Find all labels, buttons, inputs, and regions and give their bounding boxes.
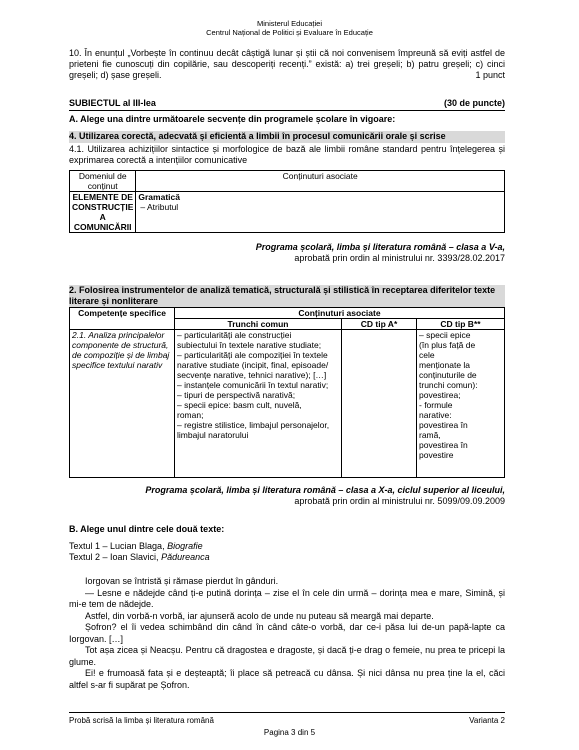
header-center: Centrul Național de Politici și Evaluare în Educație <box>206 28 373 37</box>
trunchi-line: – particularități ale construcției <box>177 330 292 340</box>
cdb-line: cele <box>419 350 435 360</box>
text1-title: Biografie <box>167 541 203 551</box>
cdb-line: povestirea în <box>419 420 468 430</box>
table1-content <box>136 192 505 233</box>
footer-right: Varianta 2 <box>469 716 505 725</box>
cdb-line: povestire <box>419 450 454 460</box>
source1-order: aprobată prin ordin al ministrului nr. 3393/28.02.2017 <box>294 253 505 263</box>
section-b-heading: B. Alege unul dintre cele două texte: <box>69 524 225 534</box>
trunchi-line: – tipuri de perspectivă narativă; <box>177 390 296 400</box>
table1-header-domain: Domeniul de conținut <box>70 171 136 192</box>
item-10-points: 1 punct <box>475 70 505 80</box>
table1-content-item: – Atributul <box>140 202 179 212</box>
trunchi-line: narative studiate (incipit, final, episoade/ <box>177 360 329 370</box>
excerpt-paragraph: Tot așa zicea și Neacșu. Pentru că dragostea e dragoste, și dacă ți-e drag o femeie, nu prea te pricepi la glume. <box>69 645 505 667</box>
table2-cdb <box>417 330 505 478</box>
footer-rule <box>69 712 505 713</box>
source2-title: Programa școlară, limba și literatura română – clasa a X-a, ciclul superior al liceului, <box>145 485 505 495</box>
excerpt <box>69 576 505 691</box>
table2-trunchi <box>175 330 342 478</box>
table2-header-cdb: CD tip B** <box>417 319 505 330</box>
table1-domain: ELEMENTE DE CONSTRUCȚIE A COMUNICĂRII <box>70 192 136 233</box>
subject-rule <box>69 110 505 111</box>
trunchi-line: secvențe narative, tehnici narative); […] <box>177 370 327 380</box>
subject-points: (30 de puncte) <box>443 98 505 108</box>
table1-header-content: Conținuturi asociate <box>136 171 505 192</box>
source1-title: Programa școlară, limba și literatura română – clasa a V-a, <box>255 242 505 252</box>
trunchi-line: limbajul naratorului <box>177 430 249 440</box>
trunchi-line: – particularități ale compoziției în textele <box>177 350 328 360</box>
text1-line <box>69 541 505 552</box>
table2-header-content: Conținuturi asociate <box>175 308 505 319</box>
excerpt-paragraph: Ei! e frumoasă fata și e deșteaptă; îi place să petreacă cu dânsa. Și nici dânsa nu prea ține la el, căci altfel s-ar fi supărat pe Șofron. <box>69 668 505 690</box>
trunchi-line: – specii epice: basm cult, nuvelă, <box>177 400 302 410</box>
text2-prefix: Textul 2 – Ioan Slavici, <box>69 552 162 562</box>
excerpt-paragraph: Șofron? el îi vedea schimbând din când în când câte-o vorbă, dar ce-i păsa lui de-un papă-lapte ca Iorgovan. […] <box>69 622 505 644</box>
cdb-line: narative: <box>419 410 452 420</box>
text1-prefix: Textul 1 – Lucian Blaga, <box>69 541 168 551</box>
table2-competence: 2.1. Analiza principalelor componente de structură, de compoziție și de limbaj specifice textului narativ <box>70 330 175 478</box>
table-grammar <box>69 170 505 233</box>
section-a-heading: A. Alege una dintre următoarele secvențe din programele școlare în vigoare: <box>69 114 396 124</box>
trunchi-line: roman; <box>177 410 204 420</box>
cdb-line: povestirea; <box>419 390 461 400</box>
table2-header-cda: CD tip A* <box>342 319 417 330</box>
cdb-line: menționate la <box>419 360 471 370</box>
cdb-line: ramă, <box>419 430 441 440</box>
table2-cda <box>342 330 417 478</box>
cdb-line: conținuturile de <box>419 370 477 380</box>
table2-header-trunchi: Trunchi comun <box>175 319 342 330</box>
page-number: Pagina 3 din 5 <box>263 728 316 737</box>
cdb-line: trunchi comun): <box>419 380 478 390</box>
block2-title: 2. Folosirea instrumentelor de analiză tematică, structurală și stilistică în receptarea diferitelor texte literare și nonliterare <box>69 285 505 307</box>
excerpt-paragraph: Iorgovan se întristă și rămase pierdut în gânduri. <box>85 576 279 586</box>
text2-title: Pădureanca <box>161 552 210 562</box>
excerpt-paragraph: — Lesne e nădejde când ți-e putină dorința – zise el în cele din urmă – dorința mea e mare, Simină, și mi-e tem de nădejde. <box>69 587 505 609</box>
trunchi-line: subiectului în textele narative studiate; <box>177 340 322 350</box>
excerpt-paragraph: Astfel, din vorbă-n vorbă, iar ajunseră acolo de unde nu puteau să meargă mai departe. <box>85 610 434 621</box>
header-ministry: Ministerul Educației <box>256 19 323 28</box>
cdb-line: – specii epice <box>419 330 471 340</box>
item-10-text: 10. În enunțul „Vorbește în continuu decât câștigă lunar și știi că noi convenisem împreună să eviți astfel de prieteni fie cunoscuți din copilărie, sau descoperiți recenți.” există: a) trei greșeli; b) patru greșeli; c) cinci greșeli; d) șase greșeli. <box>69 48 505 80</box>
table2-header-competence: Competențe specifice <box>70 308 175 330</box>
table-narrative <box>69 307 505 478</box>
block4-text: 4.1. Utilizarea achizițiilor sintactice și morfologice de bază ale limbii române standard pentru înțelegerea și exprimarea corectă a intențiilor comunicative <box>69 144 505 165</box>
table1-content-title: Gramatică <box>138 192 180 202</box>
cdb-line: (în plus față de <box>419 340 476 350</box>
block4-title: 4. Utilizarea corectă, adecvată și eficientă a limbii în procesul comunicării orale și scrise <box>69 131 505 143</box>
trunchi-line: – instanțele comunicării în textul narativ; <box>177 380 329 390</box>
source2-order: aprobată prin ordin al ministrului nr. 5099/09.09.2009 <box>294 496 505 506</box>
cdb-line: - formule <box>419 400 453 410</box>
cdb-line: povestirea în <box>419 440 468 450</box>
text2-line <box>69 552 505 563</box>
trunchi-line: – registre stilistice, limbajul personajelor, <box>177 420 330 430</box>
subject-title: SUBIECTUL al III-lea <box>69 98 156 108</box>
footer-left: Probă scrisă la limba și literatura română <box>69 716 214 725</box>
